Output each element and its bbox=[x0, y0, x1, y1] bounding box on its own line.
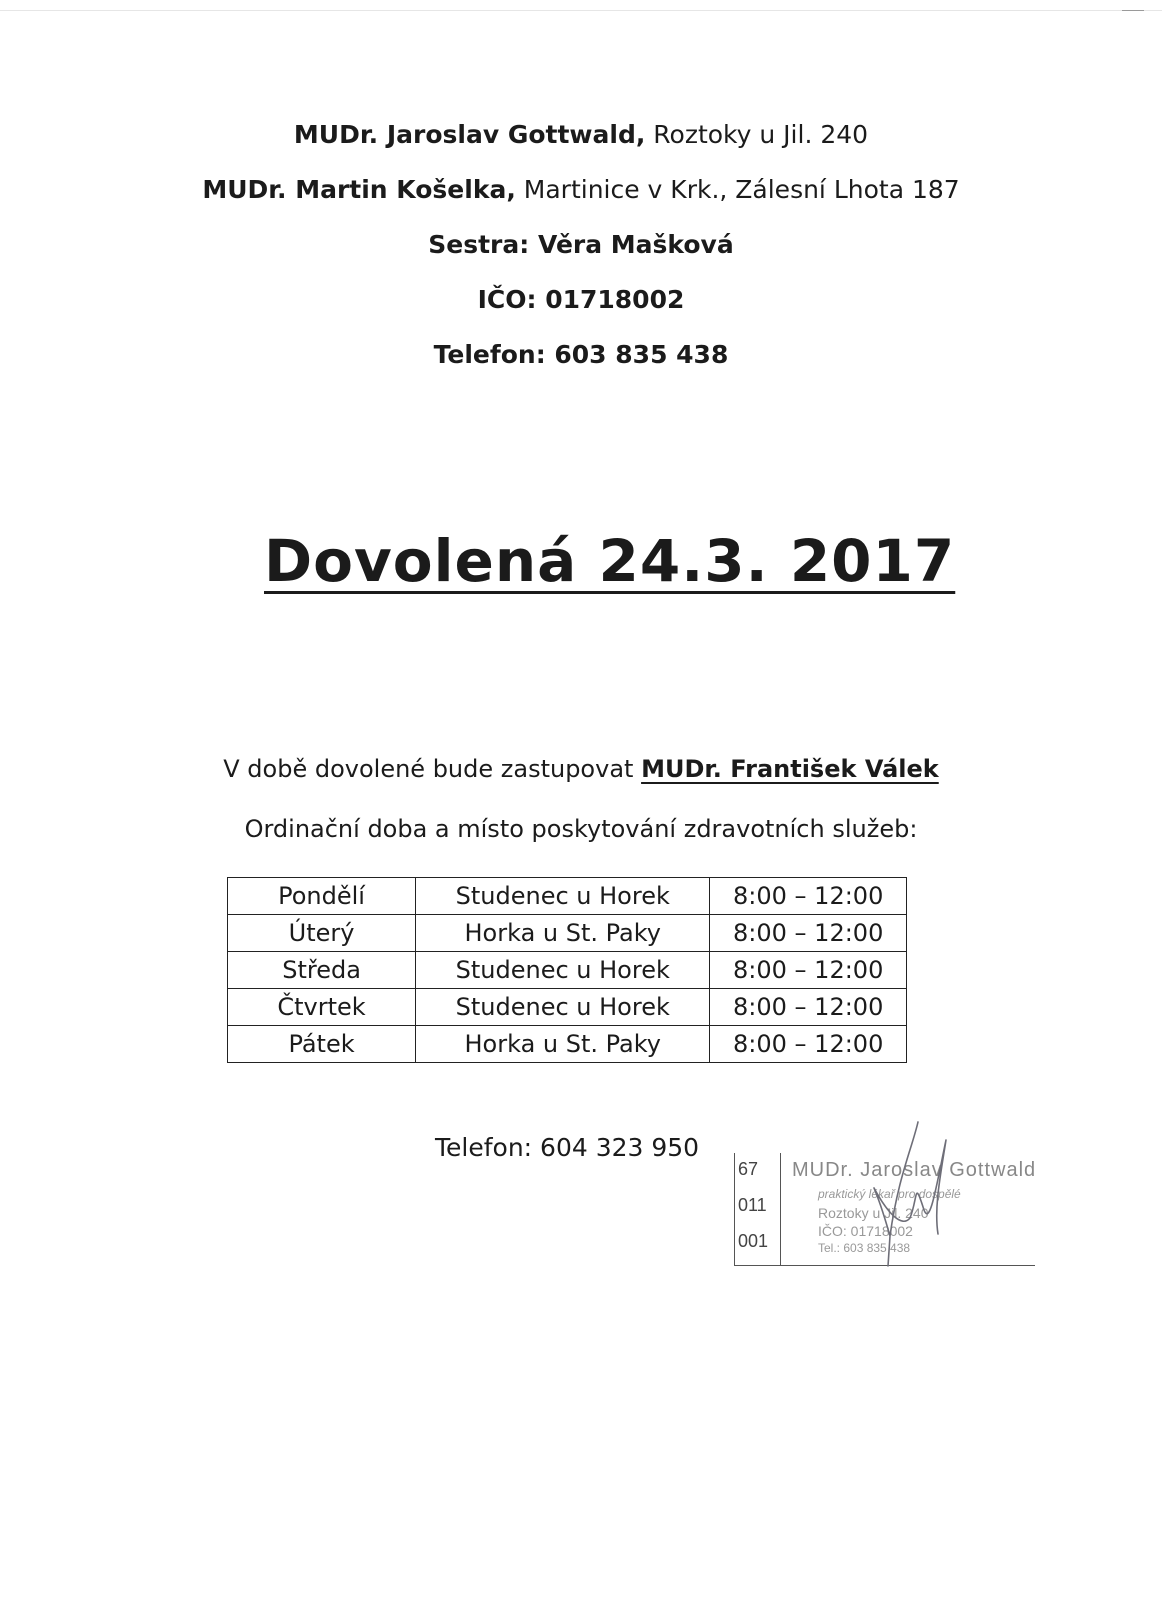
stamp-name: MUDr. Jaroslav Gottwald bbox=[792, 1159, 1037, 1181]
table-row bbox=[228, 989, 907, 1026]
vacation-title: Dovolená 24.3. 2017 bbox=[264, 527, 956, 595]
contact-phone: Telefon: 604 323 950 bbox=[435, 1133, 700, 1162]
hours-cell: 8:00 – 12:00 bbox=[710, 878, 907, 915]
doctor1-address: Roztoky u Jil. 240 bbox=[653, 120, 869, 149]
stamp-line: IČO: 01718002 bbox=[818, 1223, 913, 1239]
place-cell: Horka u St. Paky bbox=[416, 1026, 710, 1063]
table-row bbox=[228, 915, 907, 952]
substitute-doctor: MUDr. František Válek bbox=[641, 755, 939, 783]
hours-cell: 8:00 – 12:00 bbox=[710, 952, 907, 989]
doctor2-line bbox=[0, 175, 1162, 204]
stamp-line: Tel.: 603 835 438 bbox=[818, 1241, 911, 1255]
substitute-line bbox=[0, 755, 1162, 783]
hours-cell: 8:00 – 12:00 bbox=[710, 1026, 907, 1063]
doctor1-line bbox=[0, 120, 1162, 149]
place-cell: Studenec u Horek bbox=[416, 952, 710, 989]
substitute-text: V době dovolené bude zastupovat bbox=[223, 755, 634, 783]
day-cell: Úterý bbox=[228, 915, 416, 952]
stamp-line: Roztoky u Jil. 240 bbox=[818, 1205, 929, 1221]
table-row bbox=[228, 952, 907, 989]
doctor2-name: MUDr. Martin Košelka, bbox=[202, 175, 516, 204]
doctor1-name: MUDr. Jaroslav Gottwald, bbox=[293, 120, 646, 149]
place-cell: Studenec u Horek bbox=[416, 878, 710, 915]
table-row bbox=[228, 1026, 907, 1063]
stamp-line: praktický lékař pro dospělé bbox=[818, 1187, 961, 1201]
hours-cell: 8:00 – 12:00 bbox=[710, 915, 907, 952]
doctor2-address: Martinice v Krk., Zálesní Lhota 187 bbox=[523, 175, 960, 204]
schedule-table bbox=[227, 877, 907, 1063]
stamp-code: 011 bbox=[738, 1195, 767, 1215]
ico-line: IČO: 01718002 bbox=[477, 285, 685, 314]
nurse-line: Sestra: Věra Mašková bbox=[428, 230, 734, 259]
hours-cell: 8:00 – 12:00 bbox=[710, 989, 907, 1026]
schedule-body bbox=[228, 878, 907, 1063]
day-cell: Čtvrtek bbox=[228, 989, 416, 1026]
hours-heading: Ordinační doba a místo poskytování zdravotních služeb: bbox=[244, 815, 918, 843]
phone-line: Telefon: 603 835 438 bbox=[433, 340, 729, 369]
stamp-code: 67 bbox=[738, 1159, 759, 1179]
day-cell: Pondělí bbox=[228, 878, 416, 915]
scan-edge bbox=[0, 10, 1162, 11]
place-cell: Studenec u Horek bbox=[416, 989, 710, 1026]
stamp-code: 001 bbox=[738, 1231, 769, 1251]
place-cell: Horka u St. Paky bbox=[416, 915, 710, 952]
table-row bbox=[228, 878, 907, 915]
scan-edge-mark bbox=[1122, 10, 1144, 11]
handwritten-signature bbox=[860, 1118, 970, 1268]
day-cell: Středa bbox=[228, 952, 416, 989]
day-cell: Pátek bbox=[228, 1026, 416, 1063]
